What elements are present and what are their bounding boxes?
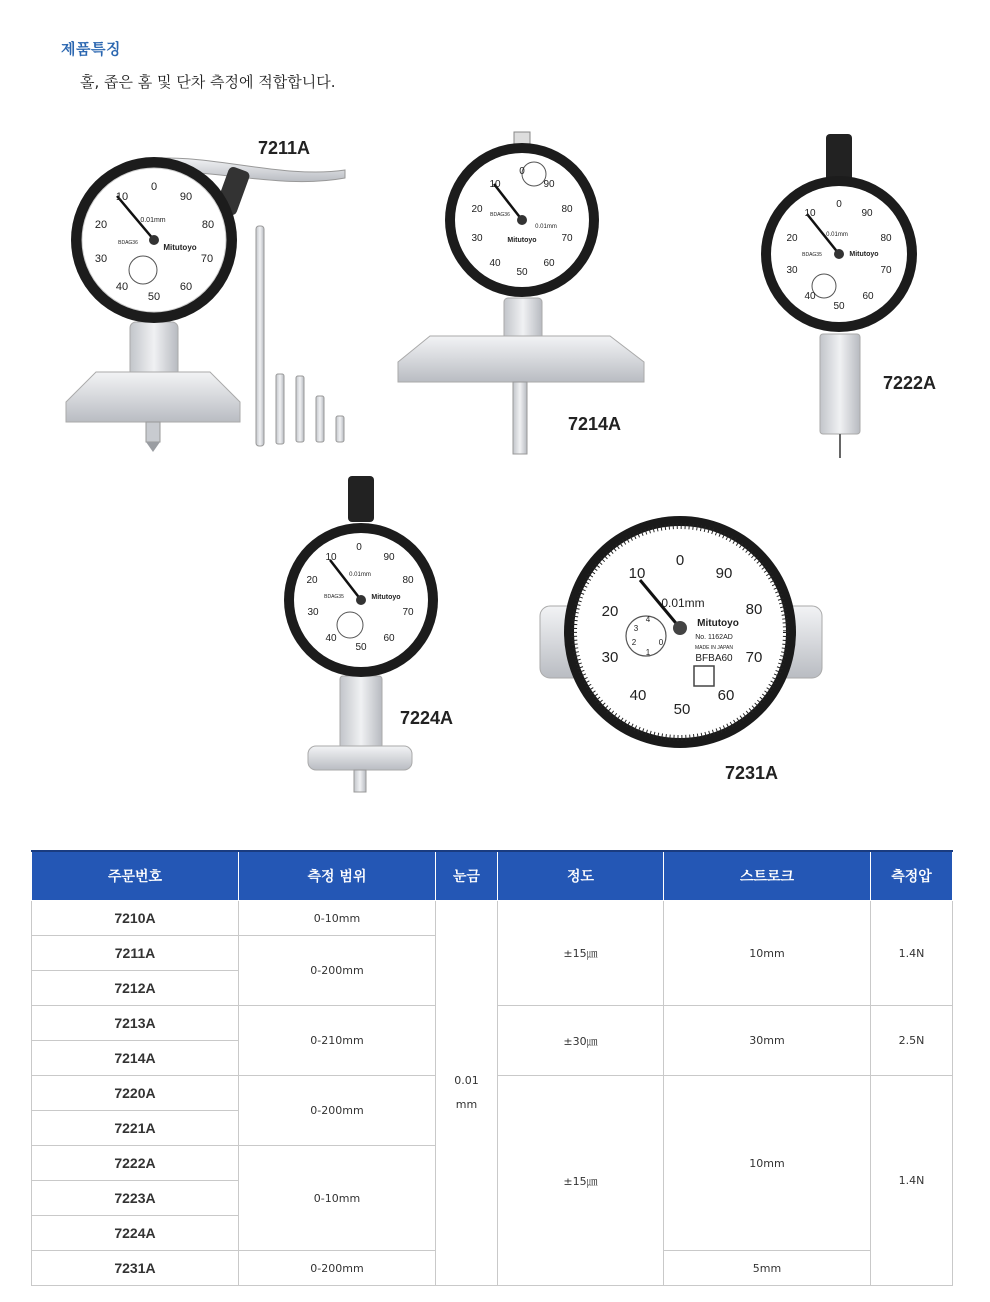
order-no-cell: 7212A (32, 971, 239, 1006)
dial-numeral: 70 (880, 265, 892, 276)
dial-numeral: 30 (601, 649, 619, 666)
dial-numeral: 10 (804, 208, 816, 219)
dial-numeral: 80 (201, 219, 215, 231)
dial-numeral: 70 (745, 649, 763, 666)
accuracy-cell: ±15㎛ (498, 1076, 664, 1286)
small-dial-numeral: 0 (658, 638, 664, 647)
dial-numeral: 30 (94, 253, 108, 265)
dial-numeral: 30 (307, 607, 319, 618)
dial-numeral: 80 (745, 601, 763, 618)
range-cell: 0-10mm (239, 901, 436, 936)
header-graduation: 눈금 (436, 851, 498, 901)
dial-numeral: 80 (402, 575, 414, 586)
dial-serial: BDAG36 (490, 212, 510, 218)
range-cell: 0-10mm (239, 1146, 436, 1251)
force-cell: 2.5N (871, 1006, 953, 1076)
order-no-cell: 7214A (32, 1041, 239, 1076)
dial-numeral: 40 (629, 687, 647, 704)
dial-serial: BDAG36 (118, 240, 138, 246)
order-no-cell: 7222A (32, 1146, 239, 1181)
dial-serial: BDAG35 (802, 252, 822, 258)
model-label-7211A: 7211A (258, 138, 311, 158)
dial-numeral: 0 (356, 542, 362, 553)
header-force: 측정압 (871, 851, 953, 901)
graduation-value: 0.01 (454, 1074, 479, 1087)
range-cell: 0-200mm (239, 1076, 436, 1146)
dial-numeral: 50 (833, 301, 845, 312)
product-illustration (0, 110, 990, 820)
model-label-7231A: 7231A (725, 763, 779, 783)
dial-numeral: 50 (355, 642, 367, 653)
dial-numeral: 60 (717, 687, 735, 704)
order-no-cell: 7224A (32, 1216, 239, 1251)
small-dial-numeral: 4 (645, 615, 651, 624)
dial-numeral: 90 (543, 179, 555, 190)
dial-numeral: 30 (471, 233, 483, 244)
small-dial-numeral: 2 (631, 638, 637, 647)
order-no-cell: 7221A (32, 1111, 239, 1146)
dial-numeral: 10 (325, 552, 337, 563)
dial-numeral: 20 (471, 204, 483, 215)
dial-numeral: 10 (115, 191, 129, 203)
section-description: 홀, 좁은 홈 및 단차 측정에 적합합니다. (80, 73, 336, 91)
product-7211A (66, 157, 345, 452)
stroke-cell: 30mm (664, 1006, 871, 1076)
header-order-no: 주문번호 (32, 851, 239, 901)
order-no-cell: 7210A (32, 901, 239, 936)
order-no-cell: 7231A (32, 1251, 239, 1286)
table-header-row (32, 851, 953, 901)
brand-logo: Mitutoyo (697, 618, 739, 629)
range-cell: 0-210mm (239, 1006, 436, 1076)
model-label-7222A: 7222A (883, 373, 937, 393)
dial-numeral: 60 (543, 258, 555, 269)
dial-numeral: 40 (115, 281, 129, 293)
dial-numeral: 20 (786, 233, 798, 244)
dial-resolution: 0.01mm (535, 224, 557, 230)
brand-logo: Mitutoyo (849, 251, 879, 258)
dial-numeral: 80 (880, 233, 892, 244)
product-7222A (761, 134, 917, 458)
dial-numeral: 90 (861, 208, 873, 219)
dial-numeral: 60 (179, 281, 193, 293)
range-cell: 0-200mm (239, 936, 436, 1006)
model-label-7214A: 7214A (568, 414, 622, 434)
accuracy-cell: ±15㎛ (498, 901, 664, 1006)
dial-numeral: 70 (402, 607, 414, 618)
dial-resolution: 0.01mm (140, 217, 166, 224)
dial-numeral: 40 (804, 291, 816, 302)
order-no-cell: 7223A (32, 1181, 239, 1216)
dial-numeral: 0 (519, 166, 525, 177)
small-dial-numeral: 1 (645, 648, 651, 657)
spec-table (31, 850, 953, 1286)
table-row (32, 901, 953, 936)
dial-resolution: 0.01mm (826, 232, 848, 238)
dial-numeral: 50 (516, 267, 528, 278)
brand-logo: Mitutoyo (507, 237, 537, 244)
dial-numeral: 0 (675, 552, 685, 569)
dial-numeral: 40 (325, 633, 337, 644)
dial-numeral: 90 (383, 552, 395, 563)
dial-numeral: 0 (150, 181, 158, 193)
model-label-7224A: 7224A (400, 708, 454, 728)
order-no-cell: 7213A (32, 1006, 239, 1041)
dial-numeral: 20 (601, 603, 619, 620)
header-accuracy: 정도 (498, 851, 664, 901)
dial-serial: BDAG35 (324, 594, 344, 600)
small-dial-numeral: 3 (633, 624, 639, 633)
dial-resolution: 0.01mm (661, 596, 705, 610)
dial-numeral: 80 (561, 204, 573, 215)
stroke-cell: 5mm (664, 1251, 871, 1286)
order-no-cell: 7220A (32, 1076, 239, 1111)
dial-numeral: 60 (383, 633, 395, 644)
brand-logo: Mitutoyo (163, 243, 197, 252)
product-figure (0, 110, 990, 820)
dial-serial: BFBA60 (695, 653, 733, 664)
dial-number: No. 1162AD (695, 634, 733, 641)
accuracy-cell: ±30㎛ (498, 1006, 664, 1076)
product-7224A (284, 476, 438, 792)
stroke-cell: 10mm (664, 1076, 871, 1251)
dial-numeral: 70 (200, 253, 214, 265)
section-title: 제품특징 (61, 40, 121, 58)
dial-resolution: 0.01mm (349, 572, 371, 578)
stroke-cell: 10mm (664, 901, 871, 1006)
product-7214A (398, 132, 644, 454)
order-no-cell: 7211A (32, 936, 239, 971)
graduation-cell (436, 901, 498, 1286)
force-cell: 1.4N (871, 1076, 953, 1286)
range-cell: 0-200mm (239, 1251, 436, 1286)
header-range: 측정 범위 (239, 851, 436, 901)
dial-numeral: 50 (673, 701, 691, 718)
dial-numeral: 30 (786, 265, 798, 276)
dial-numeral: 90 (179, 191, 193, 203)
dial-numeral: 60 (862, 291, 874, 302)
brand-logo: Mitutoyo (371, 594, 401, 601)
header-stroke: 스트로크 (664, 851, 871, 901)
force-cell: 1.4N (871, 901, 953, 1006)
graduation-unit: mm (455, 1098, 478, 1111)
dial-numeral: 90 (715, 565, 733, 582)
dial-numeral: 50 (147, 291, 161, 303)
dial-numeral: 10 (628, 565, 646, 582)
dial-numeral: 70 (561, 233, 573, 244)
dial-numeral: 20 (94, 219, 108, 231)
dial-numeral: 0 (836, 199, 842, 210)
dial-numeral: 10 (489, 179, 501, 190)
dial-numeral: 20 (306, 575, 318, 586)
dial-made: MADE IN JAPAN (695, 645, 733, 651)
dial-numeral: 40 (489, 258, 501, 269)
